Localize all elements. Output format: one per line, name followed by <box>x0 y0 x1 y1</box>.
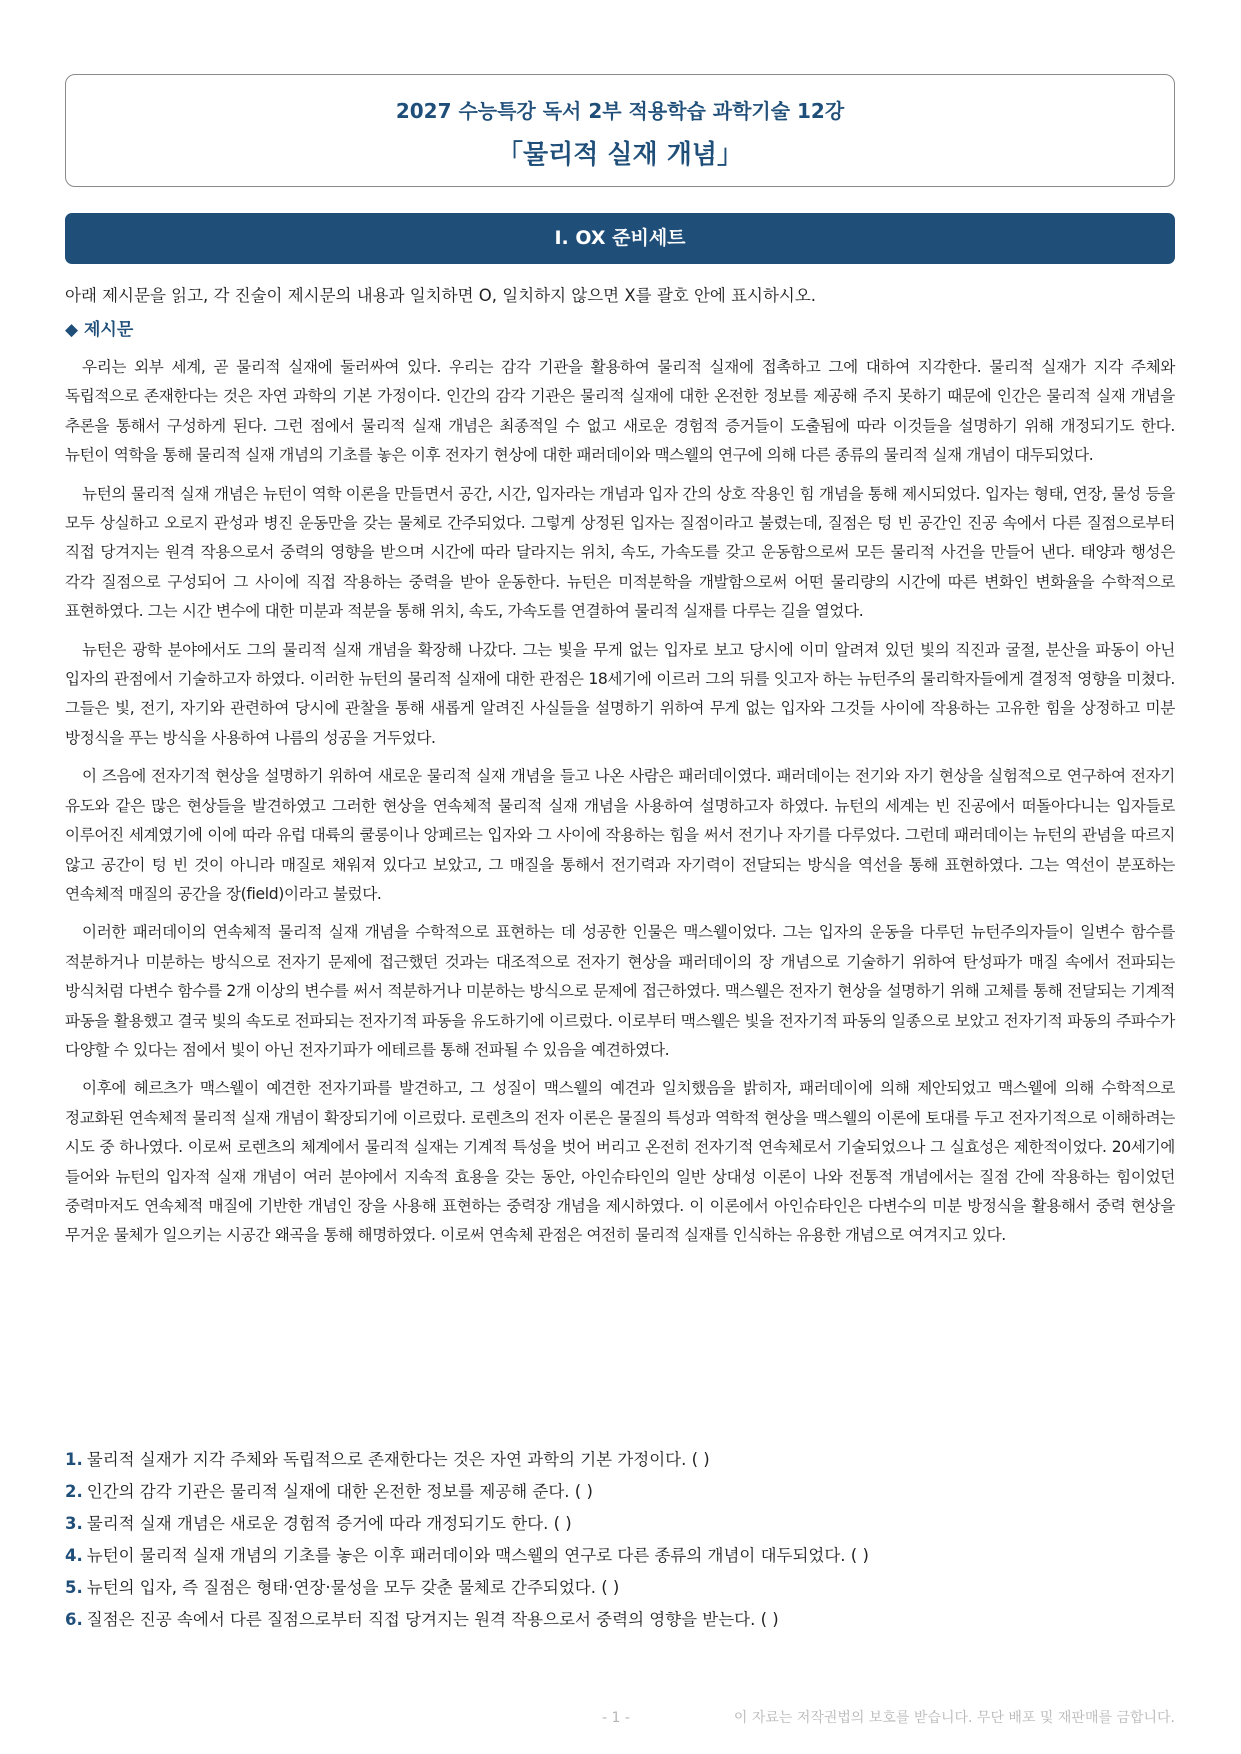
document-subtitle: 2027 수능특강 독서 2부 적용학습 과학기술 12강 <box>395 99 845 123</box>
question-list <box>65 1448 1175 1640</box>
passage-paragraph: 뉴턴의 물리적 실재 개념은 뉴턴이 역학 이론을 만들면서 공간, 시간, 입자라는 개념과 입자 간의 상호 작용인 힘 개념을 통해 제시되었다. 입자는 형태, 연장, 물성 등을 모두 상실하고 오로지 관성과 병진 운동만을 갖는 물체로 간주되었다. 그렇게 상정된 입자는 질점이라고 불렸는데, 질점은 텅 빈 공간인 진공 속에서 다른 질점으로부터 직접 당겨지는 원격 작용으로서 중력의 영향을 받으며 시간에 따라 달라지는 위치, 속도, 가속도를 갖고 운동함으로써 모든 물리적 사건을 만들어 낸다. 태양과 행성은 각각 질점으로 구성되어 그 사이에 직접 작용하는 중력을 받아 운동한다. 뉴턴은 미적분학을 개발함으로써 어떤 물리량의 시간에 따른 변화인 변화율을 수학적으로 표현하였다. 그는 시간 변수에 대한 미분과 적분을 통해 위치, 속도, 가속도를 연결하여 물리적 실재를 다루는 길을 열었다. <box>65 484 1175 621</box>
question-item <box>65 1512 1175 1544</box>
title-box <box>65 74 1175 187</box>
passage-paragraph: 뉴턴은 광학 분야에서도 그의 물리적 실재 개념을 확장해 나갔다. 그는 빛을 무게 없는 입자로 보고 당시에 이미 알려져 있던 빛의 직진과 굴절, 분산을 파동이 아닌 입자의 관점에서 기술하고자 하였다. 이러한 뉴턴의 물리적 실재에 대한 관점은 18세기에 이르러 그의 뒤를 잇고자 하는 뉴턴주의 물리학자들에게 결정적 영향을 미쳤다. 그들은 빛, 전기, 자기와 관련하여 당시에 관찰을 통해 새롭게 알려진 사실들을 설명하기 위하여 무게 없는 입자와 그것들 사이에 작용하는 고유한 힘을 상정하고 미분 방정식을 푸는 방식을 사용하여 나름의 성공을 거두었다. <box>65 640 1175 747</box>
passage-paragraph: 이후에 헤르츠가 맥스웰이 예견한 전자기파를 발견하고, 그 성질이 맥스웰의 예견과 일치했음을 밝히자, 패러데이에 의해 제안되었고 맥스웰에 의해 수학적으로 정교화된 연속체적 물리적 실재 개념이 확장되기에 이르렀다. 로렌츠의 전자 이론은 물질의 특성과 역학적 현상을 맥스웰의 이론에 토대를 두고 전자기적으로 이해하려는 시도 중 하나였다. 이로써 로렌츠의 체계에서 물리적 실재는 기계적 특성을 벗어 버리고 온전히 전자기적 연속체로서 기술되었으나 그 실효성은 제한적이었다. 20세기에 들어와 뉴턴의 입자적 실재 개념이 여러 분야에서 지속적 효용을 갖는 동안, 아인슈타인의 일반 상대성 이론이 나와 전통적 개념에서는 질점 간에 작용하는 힘이었던 중력마저도 연속체적 매질에 기반한 개념인 장을 사용해 표현하는 중력장 개념을 제시하였다. 이 이론에서 아인슈타인은 다변수의 미분 방정식을 활용해서 중력 현상을 무거운 물체가 일으키는 시공간 왜곡을 통해 해명하였다. 이로써 연속체 관점은 여전히 물리적 실재를 인식하는 유용한 개념으로 여겨지고 있다. <box>65 1079 1175 1245</box>
question-item <box>65 1608 1175 1640</box>
question-item <box>65 1544 1175 1576</box>
question-number: 3. <box>65 1514 83 1533</box>
passage-paragraph: 이러한 패러데이의 연속체적 물리적 실재 개념을 수학적으로 표현하는 데 성공한 인물은 맥스웰이었다. 그는 입자의 운동을 다루던 뉴턴주의자들이 일변수 함수를 적분하거나 미분하는 방식으로 전자기 문제에 접근했던 것과는 대조적으로 전자기 현상을 패러데이의 장 개념으로 기술하기 위하여 탄성파가 매질 속에서 전파되는 방식처럼 다변수 함수를 2개 이상의 변수를 써서 적분하거나 미분하는 방식으로 문제에 접근하였다. 맥스웰은 전자기 현상을 설명하기 위해 고체를 통해 전달되는 기계적 파동을 활용했고 결국 빛의 속도로 전파되는 전자기적 파동을 유도하기에 이르렀다. 이로부터 맥스웰은 빛을 전자기적 파동의 일종으로 보았고 전자기적 파동의 주파수가 다양할 수 있다는 점에서 빛이 아닌 전자기파가 에테르를 통해 전파될 수 있음을 예견하였다. <box>65 923 1175 1059</box>
question-item <box>65 1576 1175 1608</box>
page-number: - 1 - <box>602 1710 630 1726</box>
question-item <box>65 1448 1175 1480</box>
passage-label: ◆ 제시문 <box>65 320 134 340</box>
copyright-notice: 이 자료는 저작권법의 보호를 받습니다. 무단 배포 및 재판매를 금합니다. <box>733 1710 1175 1726</box>
section-header: Ⅰ. OX 준비세트 <box>65 213 1175 264</box>
passage-paragraph: 이 즈음에 전자기적 현상을 설명하기 위하여 새로운 물리적 실재 개념을 들고 나온 사람은 패러데이였다. 패러데이는 전기와 자기 현상을 실험적으로 연구하여 전자기 유도와 같은 많은 현상들을 발견하였고 그러한 현상을 연속체적 물리적 실재 개념을 사용하여 설명하고자 하였다. 뉴턴의 세계는 빈 진공에서 떠돌아다니는 입자들로 이루어진 세계였기에 이에 따라 유럽 대륙의 쿨롱이나 앙페르는 입자와 그 사이에 작용하는 힘을 써서 전기나 자기를 다루었다. 그런데 패러데이는 뉴턴의 관념을 따르지 않고 공간이 텅 빈 것이 아니라 매질로 채워져 있다고 보았고, 그 매질을 통해서 전기력과 자기력이 전달되는 방식을 역선을 통해 표현하였다. 그는 역선이 분포하는 연속체적 매질의 공간을 장(field)이라고 불렀다. <box>65 767 1175 903</box>
question-item <box>65 1480 1175 1512</box>
question-number: 2. <box>65 1482 83 1501</box>
question-number: 6. <box>65 1610 83 1629</box>
question-text: 질점은 진공 속에서 다른 질점으로부터 직접 당겨지는 원격 작용으로서 중력의 영향을 받는다. ( ) <box>86 1610 779 1629</box>
instruction-text: 아래 제시문을 읽고, 각 진술이 제시문의 내용과 일치하면 O, 일치하지 않으면 X를 괄호 안에 표시하시오. <box>65 286 817 305</box>
question-text: 인간의 감각 기관은 물리적 실재에 대한 온전한 정보를 제공해 준다. ( ) <box>86 1482 593 1501</box>
passage-paragraph: 우리는 외부 세계, 곧 물리적 실재에 둘러싸여 있다. 우리는 감각 기관을 활용하여 물리적 실재에 접촉하고 그에 대하여 지각한다. 물리적 실재가 지각 주체와 독립적으로 존재한다는 것은 자연 과학의 기본 가정이다. 인간의 감각 기관은 물리적 실재에 대한 온전한 정보를 제공해 주지 못하기 때문에 인간은 물리적 실재 개념을 추론을 통해서 구성하게 된다. 그런 점에서 물리적 실재 개념은 최종적일 수 없고 새로운 경험적 증거들이 도출됨에 따라 이것들을 설명하기 위해 개정되기도 한다. 뉴턴이 역학을 통해 물리적 실재 개념의 기초를 놓은 이후 전자기 현상에 대한 패러데이와 맥스웰의 연구에 의해 다른 종류의 물리적 실재 개념이 대두되었다. <box>65 358 1175 465</box>
question-text: 뉴턴이 물리적 실재 개념의 기초를 놓은 이후 패러데이와 맥스웰의 연구로 다른 종류의 개념이 대두되었다. ( ) <box>86 1546 869 1565</box>
question-number: 1. <box>65 1450 83 1469</box>
passage <box>65 353 1175 1260</box>
question-text: 뉴턴의 입자, 즉 질점은 형태·연장·물성을 모두 갖춘 물체로 간주되었다. ( ) <box>86 1578 620 1597</box>
document-title: 「물리적 실재 개념」 <box>497 140 743 170</box>
question-number: 5. <box>65 1578 83 1597</box>
question-number: 4. <box>65 1546 83 1565</box>
question-text: 물리적 실재가 지각 주체와 독립적으로 존재한다는 것은 자연 과학의 기본 가정이다. ( ) <box>86 1450 710 1469</box>
question-text: 물리적 실재 개념은 새로운 경험적 증거에 따라 개정되기도 한다. ( ) <box>86 1514 572 1533</box>
